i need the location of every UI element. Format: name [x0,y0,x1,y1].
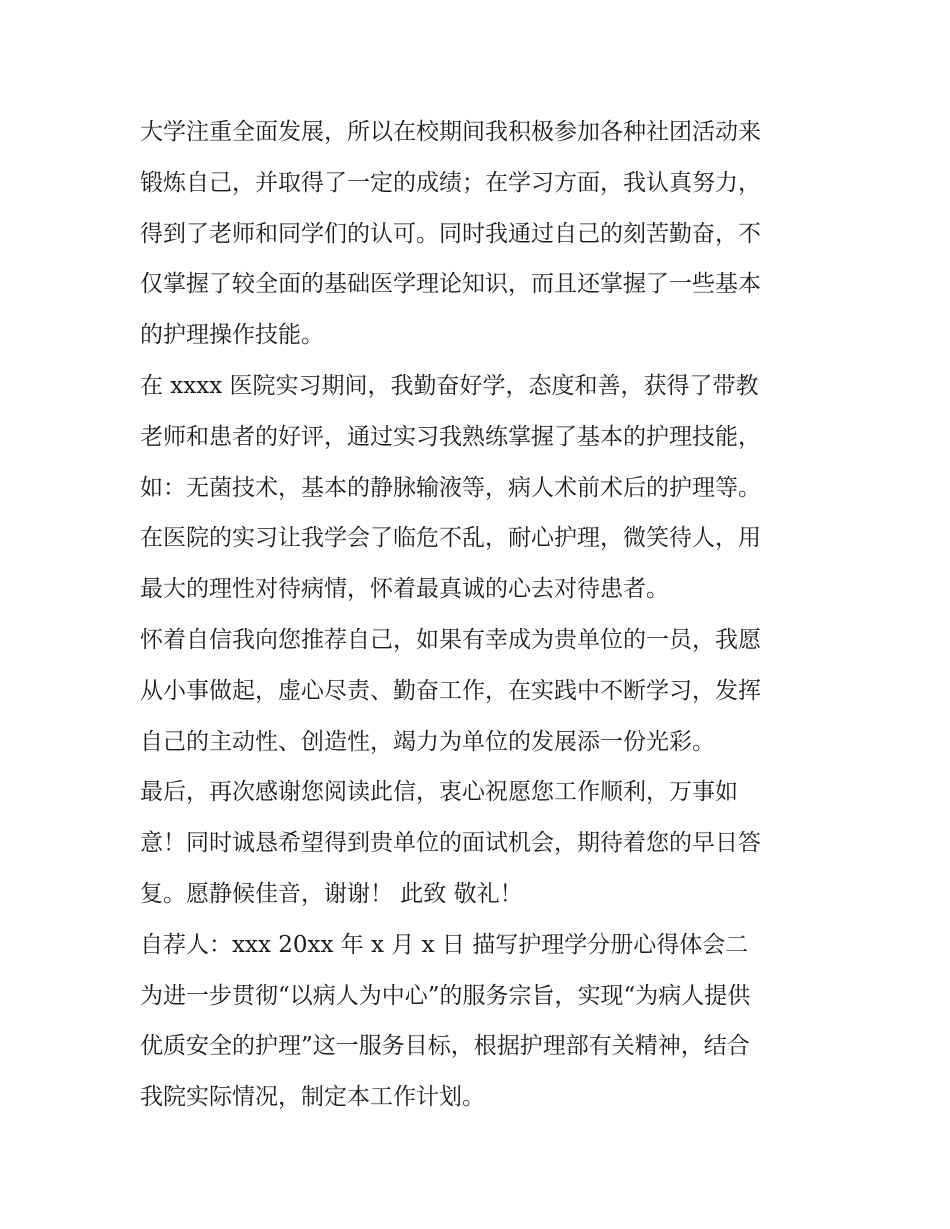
text-line: 大学注重全面发展，所以在校期间我积极参加各种社团活动来 [140,119,761,145]
text-line: 如：无菌技术，基本的静脉输液等，病人术前术后的护理等。 [140,474,761,501]
text-line: 优质安全的护理”这一服务目标，根据护理部有关精神，结合 [140,1033,750,1060]
text-line: 锻炼自己，并取得了一定的成绩；在学习方面，我认真努力， [140,169,761,196]
text-line: 意！同时诚恳希望得到贵单位的面试机会，期待着您的早日答 [140,830,761,857]
text-line: 的护理操作技能。 [140,322,324,349]
text-line: 老师和患者的好评，通过实习我熟练掌握了基本的护理技能， [140,423,761,450]
text-line: 在 xxxx 医院实习期间，我勤奋好学，态度和善，获得了带教 [140,372,759,399]
text-line: 仅掌握了较全面的基础医学理论知识，而且还掌握了一些基本 [140,271,761,298]
text-line: 自荐人：xxx 20xx 年 x 月 x 日 描写护理学分册心得体会二 [140,931,749,958]
text-line: 自己的主动性、创造性，竭力为单位的发展添一份光彩。 [140,728,715,755]
text-line: 从小事做起，虚心尽责、勤奋工作，在实践中不断学习，发挥 [140,677,761,704]
document-body [140,107,812,1123]
text-line: 得到了老师和同学们的认可。同时我通过自己的刻苦勤奋，不 [140,220,761,247]
text-line: 我院实际情况，制定本工作计划。 [140,1084,485,1111]
text-line: 为进一步贯彻“以病人为中心”的服务宗旨，实现“为病人提供 [140,982,751,1009]
text-line: 在医院的实习让我学会了临危不乱，耐心护理，微笑待人，用 [140,525,761,552]
text-line: 最后，再次感谢您阅读此信，衷心祝愿您工作顺利，万事如 [140,779,738,806]
text-line: 怀着自信我向您推荐自己，如果有幸成为贵单位的一员，我愿 [140,626,761,653]
text-line: 复。愿静候佳音，谢谢！ 此致 敬礼！ [140,880,523,907]
text-line: 最大的理性对待病情，怀着最真诚的心去对待患者。 [140,576,669,603]
